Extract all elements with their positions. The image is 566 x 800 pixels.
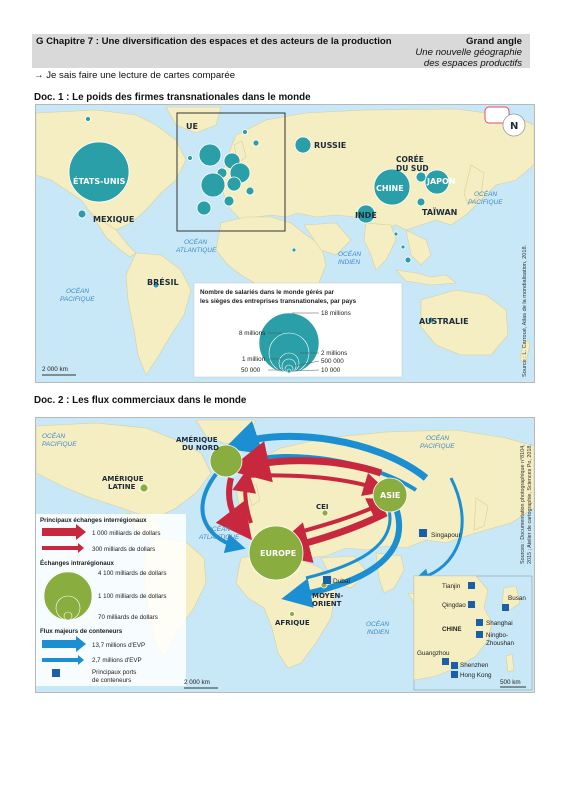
doc2-inset-china (414, 576, 532, 690)
label-chine: CHINE (376, 184, 404, 193)
ocean2-ind-2: INDIEN (367, 629, 390, 636)
port-icon-dubai (323, 576, 331, 584)
label-taiwan: TAÏWAN (422, 208, 458, 217)
inset-shenzhen: Shenzhen (460, 662, 489, 669)
doc1-title: Doc. 1 : Le poids des firmes transnationales dans le monde (34, 92, 311, 103)
ocean-pacifique-e-1: OCÉAN (474, 191, 498, 198)
circle-ue-8 (224, 196, 234, 206)
circle-afrique (290, 612, 295, 617)
circle-sea-2 (401, 245, 405, 249)
ocean-atlantique-2: ATLANTIQUE (176, 247, 217, 254)
chapter-title: G Chapitre 7 : Une diversification des espaces et des acteurs de la production (36, 36, 392, 47)
legend2-70: 70 milliards de dollars (98, 614, 158, 621)
legend2-27: 2,7 millions d'EVP (92, 657, 142, 664)
ocean-pacifique-e-2: PACIFIQUE (468, 199, 503, 206)
legend2-ports-1: Principaux ports (92, 669, 137, 676)
doc1-legend (194, 283, 402, 377)
inset-ningbo-1: Ningbo- (486, 632, 509, 639)
doc1-scale-label: 2 000 km (42, 366, 68, 373)
ocean-indien-2: INDIEN (338, 259, 361, 266)
circle-canada (86, 117, 91, 122)
legend2-port-icon (52, 669, 60, 677)
inset-ningbo-2: Zhoushan (486, 640, 515, 647)
legend-8m: 8 millions (239, 330, 266, 337)
doc2-title: Doc. 2 : Les flux commerciaux dans le monde (34, 395, 247, 406)
doc2-scale-label: 2 000 km (184, 679, 210, 686)
section-subtitle-line2: des espaces productifs (423, 58, 522, 69)
label-singapour: Singapour (431, 532, 461, 539)
port-icon-singapour (419, 529, 427, 537)
circle-ue-1 (199, 144, 221, 166)
circle-ue-9 (246, 187, 254, 195)
ocean2-pac-w-2: PACIFIQUE (42, 441, 77, 448)
ocean2-atl-2: ATLANTIQUE (199, 534, 240, 541)
label-ue: UE (186, 122, 198, 131)
legend-1m: 1 million (242, 356, 266, 363)
legend2-ports-2: de conteneurs (92, 677, 132, 684)
legend2-inter-title: Principaux échanges interrégionaux (40, 517, 147, 524)
legend2-4100: 4 100 milliards de dollars (98, 570, 167, 577)
legend-2m: 2 millions (321, 350, 348, 357)
ocean-pacifique-w-2: PACIFIQUE (60, 296, 95, 303)
inset-hongkong: Hong Kong (460, 672, 492, 679)
circle-russie (295, 137, 311, 153)
label-dubai: Dubaï (333, 578, 351, 585)
doc2-source-2: 2015 ; Atelier de cartographie, Sciences Po, 2018. (527, 444, 533, 564)
circle-ue-7 (197, 201, 211, 215)
label-japon: JAPON (427, 177, 456, 186)
legend-circle-50k (287, 369, 291, 373)
circle-ue-6 (227, 177, 241, 191)
legend-10k: 10 000 (321, 367, 341, 374)
label-asie: ASIE (380, 491, 401, 500)
label-aml-2: LATINE (108, 483, 136, 491)
inset-scale-label: 500 km (500, 679, 521, 686)
label-afrique: AFRIQUE (275, 619, 310, 627)
label-cei: CEI (316, 503, 329, 511)
inset-busan: Busan (508, 595, 526, 602)
label-inde: INDE (355, 211, 377, 220)
label-etats-unis: ÉTATS-UNIS (73, 177, 126, 186)
ocean-atlantique-1: OCÉAN (184, 239, 208, 246)
inset-shanghai: Shanghai (486, 620, 513, 627)
legend-500k: 500 000 (321, 358, 344, 365)
legend2-circle-70 (64, 612, 72, 620)
circle-ue-10 (188, 156, 193, 161)
legend2-intra-title: Échanges intrarégionaux (40, 560, 114, 567)
port-icon-shanghai (476, 619, 483, 626)
legend2-300: 300 milliards de dollars (92, 546, 156, 553)
doc2-map (35, 417, 535, 693)
inset-qingdao: Qingdao (442, 602, 466, 609)
chapter-header (32, 34, 530, 68)
circle-sea-1 (405, 257, 411, 263)
inset-tianjin: Tianjin (442, 583, 461, 590)
doc2-source-1: Sources : Documentation photographique n°8104, (520, 444, 526, 564)
label-bresil: BRÉSIL (147, 278, 179, 287)
inset-chine: CHINE (442, 626, 462, 633)
skill-line: → Je sais faire une lecture de cartes comparée (34, 70, 236, 81)
doc2-legend (36, 514, 186, 686)
legend2-cont-title: Flux majeurs de conteneurs (40, 628, 123, 635)
doc1-source: Source : L. Carroué, Atlas de la mondialisation, 2018. (522, 244, 528, 377)
circle-ue-11 (253, 140, 259, 146)
legend-title-line2: les sièges des entreprises transnationales, par pays (200, 298, 357, 305)
label-australie: AUSTRALIE (419, 317, 469, 326)
port-icon-guangzhou (442, 658, 449, 665)
ocean2-atl-1: OCÉAN (207, 526, 231, 533)
legend2-1100: 1 100 milliards de dollars (98, 593, 167, 600)
legend2-1000: 1 000 milliards de dollars (92, 530, 161, 537)
ocean-indien-1: OCÉAN (338, 251, 362, 258)
label-mo-1: MOYEN- (312, 592, 344, 600)
circle-taiwan (417, 198, 425, 206)
label-mo-2: ORIENT (312, 600, 342, 608)
north-label: N (510, 121, 519, 132)
port-icon-tianjin (468, 582, 475, 589)
circle-sea-3 (394, 232, 398, 236)
port-icon-shenzhen (451, 662, 458, 669)
circle-amerique-latine (140, 484, 148, 492)
ocean2-pac-w-1: OCÉAN (42, 433, 66, 440)
label-russie: RUSSIE (314, 141, 347, 150)
legend-18m: 18 millions (321, 310, 351, 317)
label-aml-1: AMÉRIQUE (102, 475, 144, 483)
port-icon-qingdao (468, 601, 475, 608)
ocean2-pac-e-2: PACIFIQUE (420, 443, 455, 450)
label-coree-2: DU SUD (396, 164, 429, 173)
section-subtitle-line1: Une nouvelle géographie (415, 47, 522, 58)
legend2-137: 13,7 millions d'EVP (92, 642, 146, 649)
circle-ue-5 (201, 173, 225, 197)
label-europe: EUROPE (260, 549, 297, 558)
circle-mexique (78, 210, 86, 218)
label-mexique: MEXIQUE (93, 215, 135, 224)
legend-title-line1: Nombre de salariés dans le monde gérés par (200, 289, 335, 296)
inset-guangzhou: Guangzhou (417, 650, 450, 657)
circle-etats-unis (69, 142, 129, 202)
circle-africa (292, 248, 296, 252)
circle-coree (416, 172, 426, 182)
legend-50k: 50 000 (241, 367, 261, 374)
ocean-pacifique-w-1: OCÉAN (66, 288, 90, 295)
doc1-map (35, 104, 535, 383)
section-title: Grand angle (466, 36, 522, 47)
ocean2-pac-e-1: OCÉAN (426, 435, 450, 442)
circle-ue-12 (243, 130, 248, 135)
port-icon-hongkong (451, 671, 458, 678)
ocean2-ind-1: OCÉAN (366, 621, 390, 628)
port-icon-busan (502, 604, 509, 611)
label-amn-2: DU NORD (182, 444, 219, 452)
label-amn-1: AMÉRIQUE (176, 436, 218, 444)
port-icon-ningbo (476, 631, 483, 638)
label-coree-1: CORÉE (396, 155, 424, 164)
